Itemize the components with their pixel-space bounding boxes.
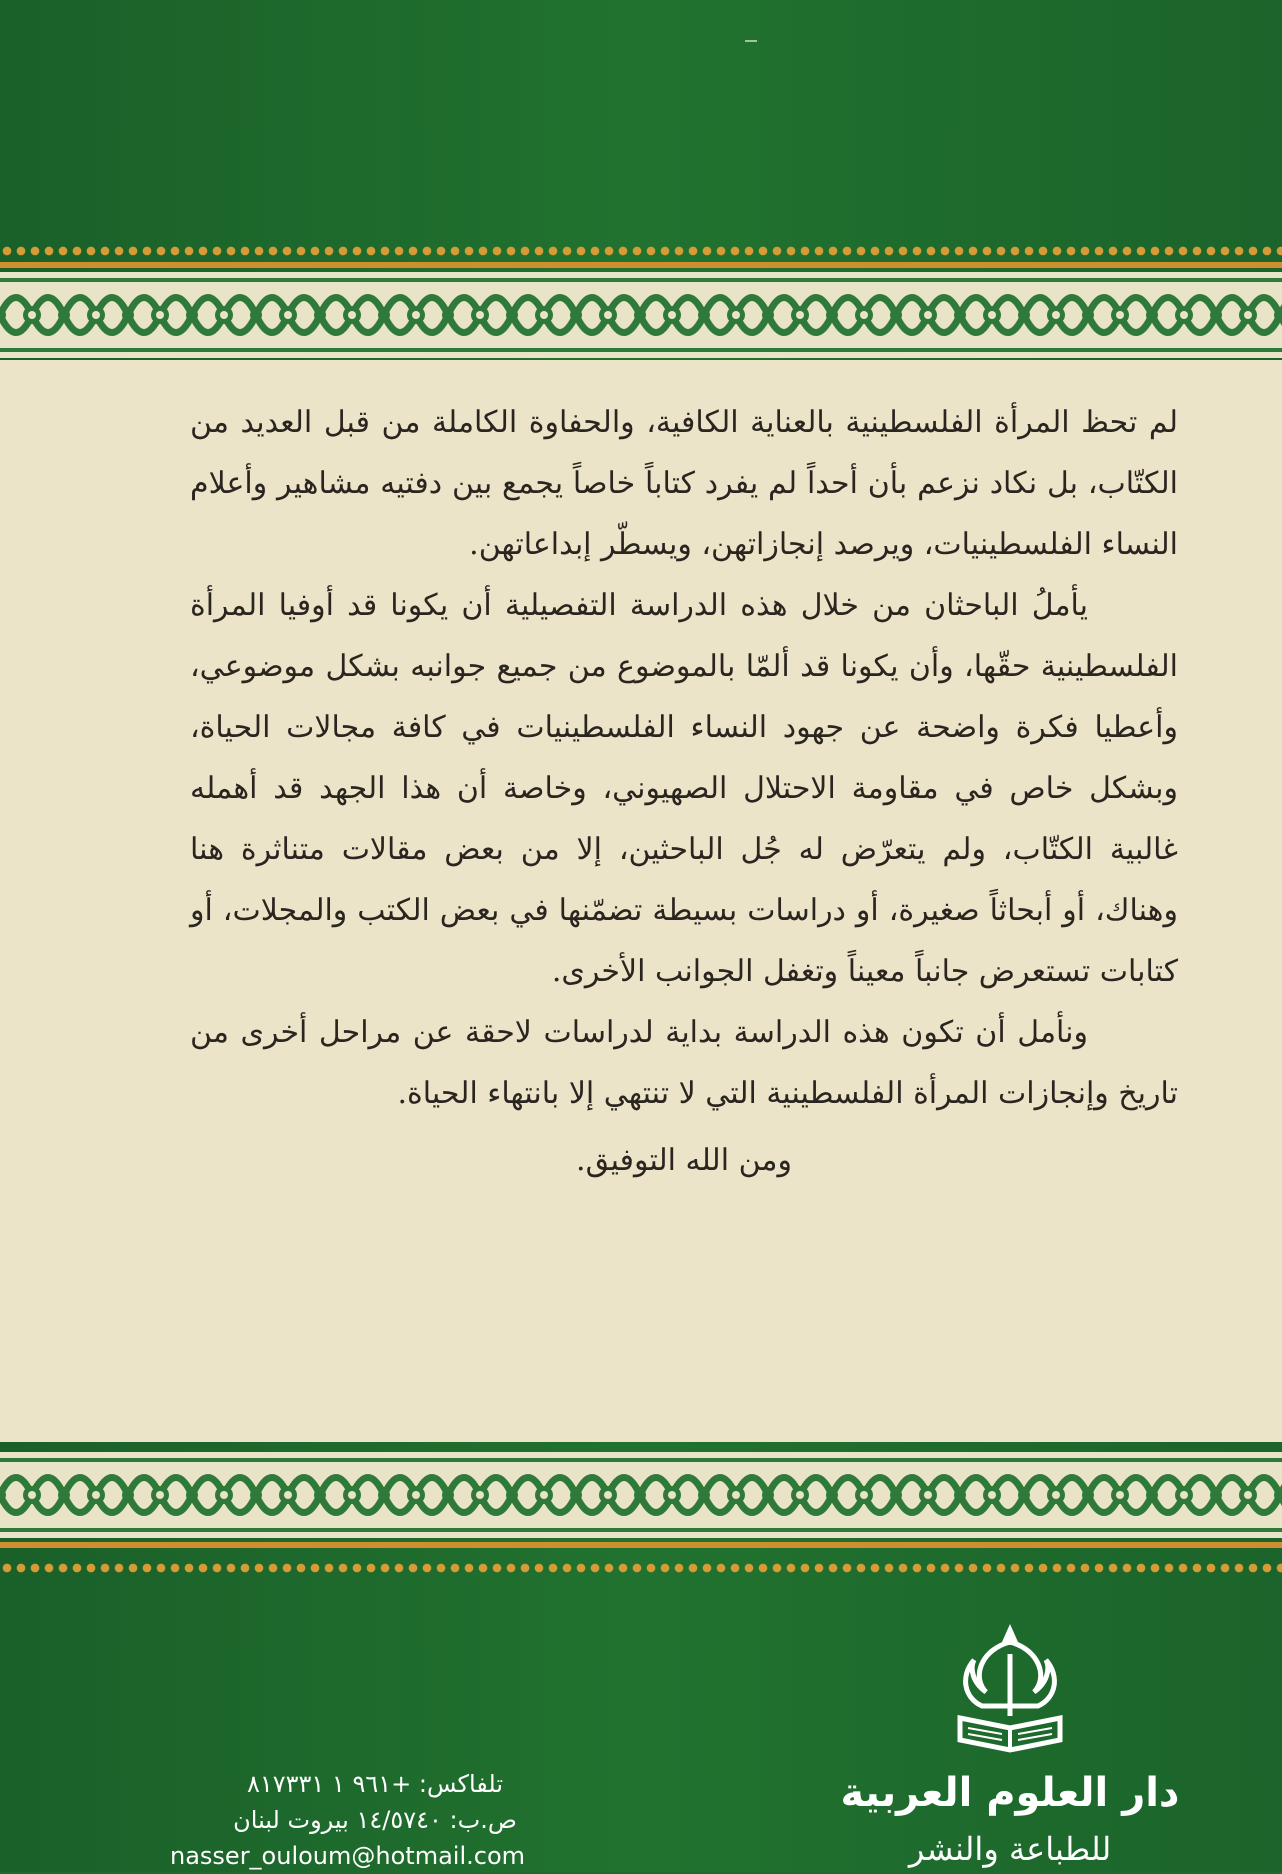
- paragraph-1: لم تحظ المرأة الفلسطينية بالعناية الكافية، والحفاوة الكاملة من قبل العديد من الكتّاب، بل نكاد نزعم بأن أحداً لم يفرد كتاباً خاصاً يجمع بين دفتيه مشاهير وأعلام النساء الفلسطينيات، ويرصد إنجازاتهن، ويسطّر إبداعاتهن.: [190, 405, 1178, 562]
- email-line[interactable]: nasser_ouloum@hotmail.com: [170, 1842, 526, 1870]
- publisher-block: [840, 1620, 1180, 1870]
- top-mark: [745, 40, 757, 42]
- blurb-text: [190, 392, 1178, 1191]
- book-arch-logo-icon: [950, 1620, 1070, 1764]
- top-ornament-band: [0, 272, 1282, 358]
- top-dotted-row: [0, 244, 1282, 258]
- publisher-subtitle: للطباعة والنشر: [908, 1830, 1112, 1868]
- pobox-line: ص.ب: ١٤/٥٧٤٠ بيروت لبنان: [233, 1806, 517, 1834]
- bottom-ornament-band: [0, 1452, 1282, 1538]
- paragraph-3: ونأمل أن تكون هذه الدراسة بداية لدراسات لاحقة عن مراحل أخرى من تاريخ وإنجازات المرأة الفلسطينية التي لا تنتهي إلا بانتهاء الحياة.: [190, 1015, 1178, 1111]
- closing-line: ومن الله التوفيق.: [576, 1143, 792, 1178]
- contact-block: [170, 1766, 590, 1874]
- bottom-dotted-row: [0, 1561, 1282, 1575]
- top-gold-line: [0, 262, 1282, 268]
- publisher-name: دار العلوم العربية: [840, 1770, 1180, 1816]
- fax-line: تلفاكس: +٩٦١ ١ ٨١٧٣٣١: [246, 1770, 504, 1798]
- paragraph-2: يأملُ الباحثان من خلال هذه الدراسة التفصيلية أن يكونا قد أوفيا المرأة الفلسطينية حقّها، وأن يكونا قد ألمّا بالموضوع من جميع جوانبه بشكل موضوعي، وأعطيا فكرة واضحة عن جهود النساء الفلسطينيات في كافة مجالات الحياة، وبشكل خاص في مقاومة الاحتلال الصهيوني، وخاصة أن هذا الجهد قد أهمله غالبية الكتّاب، ولم يتعرّض له جُل الباحثين، إلا من بعض مقالات متناثرة هنا وهناك، أو أبحاثاً صغيرة، أو دراسات بسيطة تضمّنها في بعض الكتب والمجلات، أو كتابات تستعرض جانباً معيناً وتغفل الجوانب الأخرى.: [190, 588, 1178, 989]
- bottom-gold-line: [0, 1542, 1282, 1548]
